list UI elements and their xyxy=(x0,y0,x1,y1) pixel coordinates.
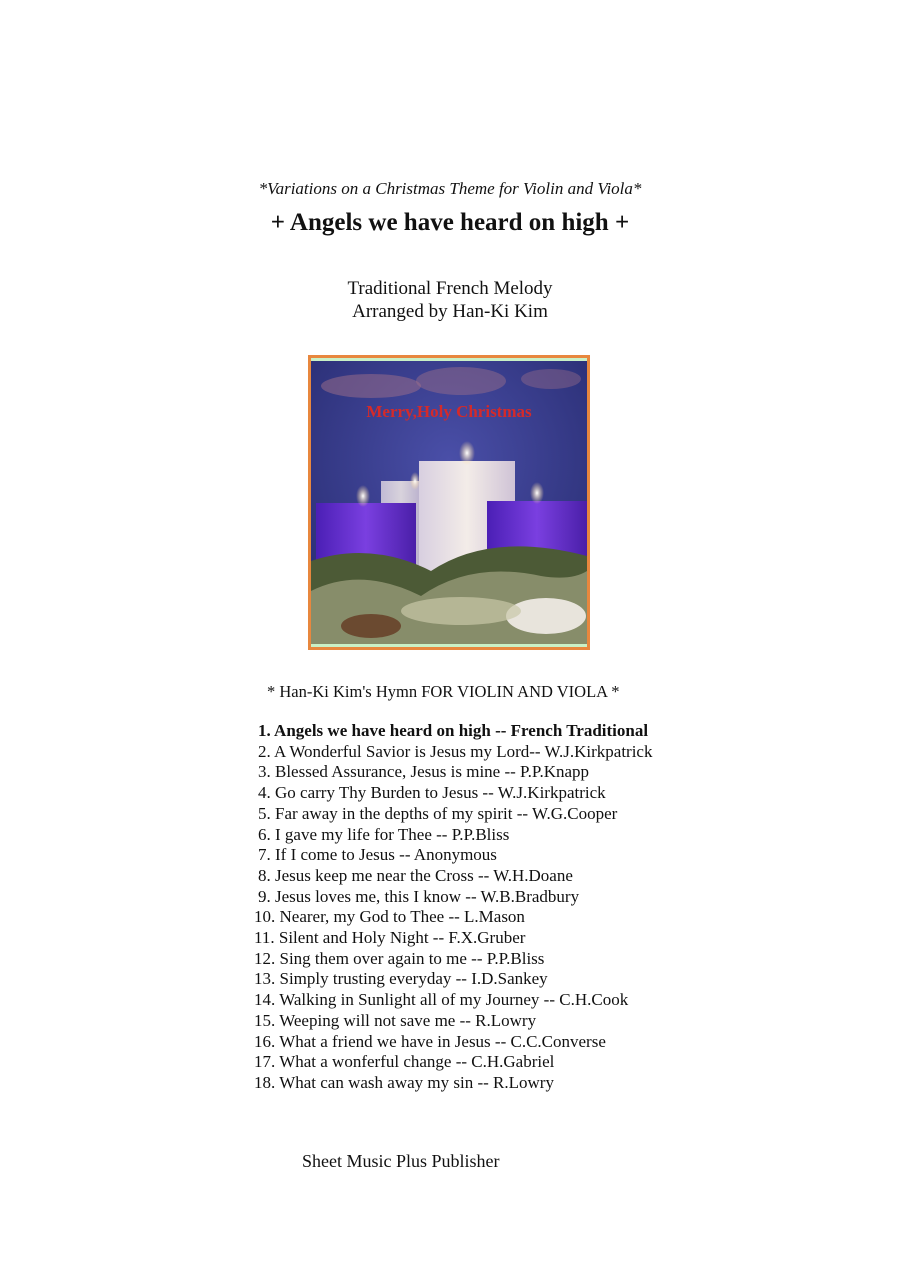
list-item: 7. If I come to Jesus -- Anonymous xyxy=(258,845,497,865)
cover-image xyxy=(308,355,590,650)
list-item: 17. What a wonferful change -- C.H.Gabriel xyxy=(254,1052,555,1072)
melody-origin: Traditional French Melody xyxy=(347,278,553,299)
list-item: 14. Walking in Sunlight all of my Journey -- C.H.Cook xyxy=(254,990,629,1010)
list-item: 8. Jesus keep me near the Cross -- W.H.Doane xyxy=(258,865,573,885)
list-item: 11. Silent and Holy Night -- F.X.Gruber xyxy=(254,928,526,948)
list-item: 15. Weeping will not save me -- R.Lowry xyxy=(254,1010,537,1030)
list-item: 13. Simply trusting everyday -- I.D.Sankey xyxy=(254,969,548,989)
collection-heading: * Han-Ki Kim's Hymn FOR VIOLIN AND VIOLA * xyxy=(267,682,620,701)
list-item: 18. What can wash away my sin -- R.Lowry xyxy=(254,1072,554,1092)
list-item: 12. Sing them over again to me -- P.P.Bliss xyxy=(254,948,545,968)
list-item: 3. Blessed Assurance, Jesus is mine -- P.P.Knapp xyxy=(258,762,590,782)
list-item: 6. I gave my life for Thee -- P.P.Bliss xyxy=(258,824,510,844)
list-item: 9. Jesus loves me, this I know -- W.B.Bradbury xyxy=(258,886,580,906)
cover-caption: Merry,Holy Christmas xyxy=(366,402,532,421)
list-item: 2. A Wonderful Savior is Jesus my Lord-- W.J.Kirkpatrick xyxy=(258,741,653,761)
list-item: 10. Nearer, my God to Thee -- L.Mason xyxy=(254,907,525,927)
arranger-credit: Arranged by Han-Ki Kim xyxy=(352,301,548,322)
hymn-list xyxy=(254,721,652,1094)
list-item: 16. What a friend we have in Jesus -- C.C.Converse xyxy=(254,1031,606,1051)
subtitle: *Variations on a Christmas Theme for Violin and Viola* xyxy=(258,179,642,198)
candles-illustration xyxy=(311,361,587,644)
list-item: 1. Angels we have heard on high -- French Traditional xyxy=(258,721,649,740)
list-item: 4. Go carry Thy Burden to Jesus -- W.J.Kirkpatrick xyxy=(258,783,606,803)
page-title: + Angels we have heard on high + xyxy=(270,209,630,236)
list-item: 5. Far away in the depths of my spirit -- W.G.Cooper xyxy=(258,803,618,823)
publisher-name: Sheet Music Plus Publisher xyxy=(302,1151,500,1171)
